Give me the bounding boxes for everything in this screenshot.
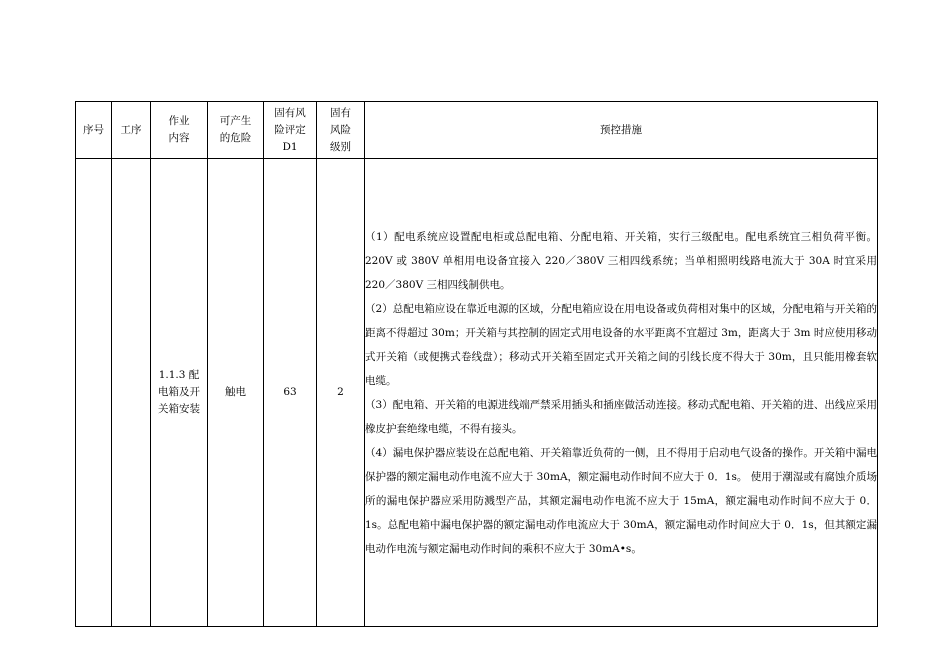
header-seq: 序号 [76,102,112,159]
measure-paragraph: （1）配电系统应设置配电柜或总配电箱、分配电箱、开关箱，实行三级配电。配电系统宜三相负荷平衡。220V 或 380V 单相用电设备宜接入 220／380V 三相四线系统；当单相照明线路电流大于 30A 时宜采用 220／380V 三相四线制供电。 [365,230,877,291]
header-measures: 预控措施 [365,102,878,159]
header-hazard-line: 的危险 [219,132,252,144]
header-work-content-line: 内容 [168,132,190,144]
header-work-content [151,102,208,159]
header-hazard [208,102,264,159]
header-risk-level-line: 固有 [330,106,351,119]
work-content-line: 关箱安装 [158,403,200,415]
header-risk-level-line: 级别 [330,140,351,153]
measure-paragraph: （4）漏电保护器应装设在总配电箱、开关箱靠近负荷的一侧，且不得用于启动电气设备的操作。开关箱中漏电保护器的额定漏电动作电流不应大于 30mA，额定漏电动作时间不应大于 0．1s。 使用于潮湿或有腐蚀介质场所的漏电保护器应采用防溅型产品，其额定漏电动作电流不应大于 15mA，额定漏电动作时间不应大于 0．1s。总配电箱中漏电保护器的额定漏电动作电流应大于 30mA，额定漏电动作时间应大于 0．1s，但其额定漏电动作电流与额定漏电动作时间的乘积不应大于 30mA•s。 [365,446,877,555]
risk-control-table [75,101,878,627]
header-hazard-line: 可产生 [219,115,252,127]
cell-measures [365,159,878,627]
cell-work-content [151,159,208,627]
measure-paragraph: （2）总配电箱应设在靠近电源的区域，分配电箱应设在用电设备或负荷相对集中的区域，分配电箱与开关箱的距离不得超过 30m；开关箱与其控制的固定式用电设备的水平距离不宜超过 3m，距离大于 3m 时应使用移动式开关箱（或便携式卷线盘）；移动式开关箱至固定式开关箱之间的引线长度不得大于 30m，且只能用橡套软电缆。 [365,302,877,387]
work-content-line: 1.1.3 配 [158,369,200,381]
work-content-line: 电箱及开 [158,386,200,398]
cell-hazard: 触电 [208,159,264,627]
header-risk-eval-line: 固有风 [274,106,306,119]
cell-seq [76,159,112,627]
header-risk-eval-line: 险评定 [274,123,306,136]
header-risk-level-line: 风险 [330,123,351,136]
header-risk-eval-line: D1 [282,140,298,153]
measure-paragraph: （3）配电箱、开关箱的电源进线端严禁采用插头和插座做活动连接。移动式配电箱、开关箱的进、出线应采用橡皮护套绝缘电缆，不得有接头。 [365,398,877,435]
cell-risk-eval: 63 [264,159,317,627]
header-risk-eval [264,102,317,159]
header-work-content-line: 作业 [168,115,190,127]
cell-process [112,159,151,627]
cell-risk-level: 2 [317,159,365,627]
header-risk-level [317,102,365,159]
table-header-row [76,102,878,159]
table-row [76,159,878,627]
header-process: 工序 [112,102,151,159]
